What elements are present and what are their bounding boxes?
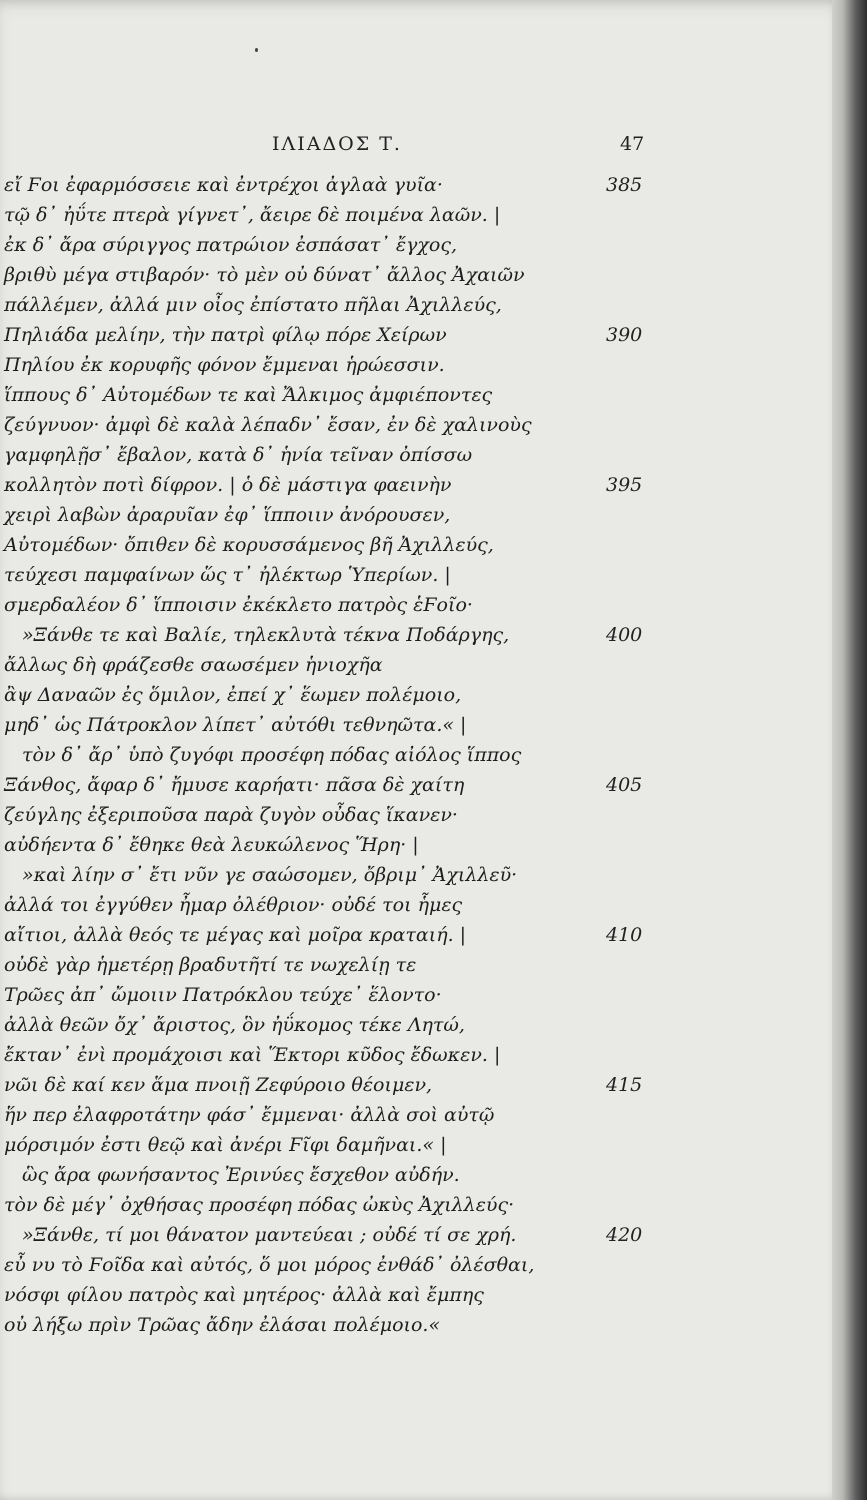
verse-text: οὐδὲ γὰρ ἡμετέρῃ βραδυτῆτί τε νωχελίῃ τε bbox=[4, 954, 417, 976]
verse-text: γαμφηλῇσ᾽ ἔβαλον, κατὰ δ᾽ ἡνία τεῖναν ὀπίσσω bbox=[4, 444, 473, 466]
line-number: 405 bbox=[606, 774, 643, 796]
verse-text: ζεύγλης ἐξεριποῦσα παρὰ ζυγὸν οὖδας ἵκανεν· bbox=[4, 804, 458, 826]
verse-line bbox=[0, 1280, 842, 1310]
verse-text: Αὐτομέδων· ὄπιθεν δὲ κορυσσάμενος βῆ Ἀχιλλεύς, bbox=[4, 534, 494, 556]
verse-text: μόρσιμόν ἐστι θεῷ καὶ ἀνέρι Ϝῖφι δαμῆναι.« | bbox=[4, 1134, 447, 1156]
verse-list bbox=[0, 170, 842, 1340]
verse-text: ἥν περ ἐλαφροτάτην φάσ᾽ ἔμμεναι· ἀλλὰ σοὶ αὐτῷ bbox=[4, 1104, 495, 1126]
verse-text: ἔκταν᾽ ἐνὶ προμάχοισι καὶ Ἕκτορι κῦδος ἔδωκεν. | bbox=[4, 1044, 501, 1066]
verse-line bbox=[0, 1250, 842, 1280]
verse-line bbox=[0, 860, 842, 890]
verse-text: ἐκ δ᾽ ἄρα σύριγγος πατρώιον ἐσπάσατ᾽ ἔγχος, bbox=[4, 234, 458, 256]
verse-line bbox=[0, 1160, 842, 1190]
verse-text: κολλητὸν ποτὶ δίφρον. | ὁ δὲ μάστιγα φαεινὴν bbox=[4, 474, 452, 496]
line-number: 420 bbox=[606, 1224, 643, 1246]
verse-line bbox=[0, 170, 842, 200]
verse-text: Ξάνθος, ἄφαρ δ᾽ ἤμυσε καρήατι· πᾶσα δὲ χαίτη bbox=[4, 774, 465, 796]
verse-text: ζεύγνυον· ἀμφὶ δὲ καλὰ λέπαδν᾽ ἔσαν, ἐν δὲ χαλινοὺς bbox=[4, 414, 532, 436]
line-number: 400 bbox=[606, 624, 643, 646]
verse-text: Πηλίου ἐκ κορυφῆς φόνον ἔμμεναι ἡρώεσσιν. bbox=[4, 354, 445, 376]
verse-line bbox=[0, 1190, 842, 1220]
verse-line bbox=[0, 950, 842, 980]
verse-line bbox=[0, 1010, 842, 1040]
verse-line bbox=[0, 530, 842, 560]
verse-line bbox=[0, 290, 842, 320]
verse-text: οὐ λήξω πρὶν Τρῶας ἄδην ἐλάσαι πολέμοιο.« bbox=[4, 1314, 441, 1336]
verse-text: ἀλλὰ θεῶν ὄχ᾽ ἄριστος, ὃν ἠΰκομος τέκε Λητώ, bbox=[4, 1014, 465, 1036]
verse-line bbox=[0, 770, 842, 800]
verse-text: νῶι δὲ καί κεν ἅμα πνοιῇ Ζεφύροιο θέοιμεν, bbox=[4, 1074, 433, 1096]
verse-line bbox=[0, 1310, 842, 1340]
verse-text: τὸν δ᾽ ἄρ᾽ ὑπὸ ζυγόφι προσέφη πόδας αἰόλος ἵππος bbox=[22, 744, 522, 766]
line-number: 385 bbox=[606, 174, 643, 196]
verse-text: εἴ Ϝοι ἐφαρμόσσειε καὶ ἐντρέχοι ἀγλαὰ γυῖα· bbox=[4, 174, 443, 196]
line-number: 410 bbox=[606, 924, 643, 946]
verse-text: τεύχεσι παμφαίνων ὥς τ᾽ ἠλέκτωρ Ὑπερίων. | bbox=[4, 564, 451, 586]
verse-text: χειρὶ λαβὼν ἀραρυῖαν ἐφ᾽ ἵπποιιν ἀνόρουσεν, bbox=[4, 504, 451, 526]
verse-line bbox=[0, 980, 842, 1010]
verse-text: »καὶ λίην σ᾽ ἔτι νῦν γε σαώσομεν, ὄβριμ᾽ Ἀχιλλεῦ· bbox=[22, 864, 518, 886]
verse-line bbox=[0, 650, 842, 680]
verse-line bbox=[0, 740, 842, 770]
page-edge bbox=[832, 0, 867, 1500]
verse-line bbox=[0, 350, 842, 380]
verse-line bbox=[0, 410, 842, 440]
verse-line bbox=[0, 830, 842, 860]
verse-text: ὣς ἄρα φωνήσαντος Ἐρινύες ἔσχεθον αὐδήν. bbox=[22, 1164, 460, 1186]
verse-line bbox=[0, 320, 842, 350]
verse-text: Τρῶες ἀπ᾽ ὤμοιιν Πατρόκλου τεύχε᾽ ἕλοντο· bbox=[4, 984, 442, 1006]
verse-line bbox=[0, 440, 842, 470]
page-header bbox=[0, 133, 842, 163]
verse-line bbox=[0, 1220, 842, 1250]
verse-line bbox=[0, 1040, 842, 1070]
verse-text: ἂψ Δαναῶν ἐς ὅμιλον, ἐπεί χ᾽ ἕωμεν πολέμοιο, bbox=[4, 684, 462, 706]
verse-line bbox=[0, 1100, 842, 1130]
verse-line bbox=[0, 620, 842, 650]
line-number: 415 bbox=[606, 1074, 643, 1096]
verse-text: τῷ δ᾽ ἠΰτε πτερὰ γίγνετ᾽, ἄειρε δὲ ποιμένα λαῶν. | bbox=[4, 204, 501, 226]
verse-text: αὐδήεντα δ᾽ ἔθηκε θεὰ λευκώλενος Ἥρη· | bbox=[4, 834, 419, 856]
ink-speck bbox=[255, 48, 258, 52]
verse-text: βριθὺ μέγα στιβαρόν· τὸ μὲν οὐ δύνατ᾽ ἄλλος Ἀχαιῶν bbox=[4, 264, 525, 286]
verse-line bbox=[0, 1130, 842, 1160]
verse-line bbox=[0, 1070, 842, 1100]
verse-text: σμερδαλέον δ᾽ ἵπποισιν ἐκέκλετο πατρὸς ἑϜοῖο· bbox=[4, 594, 473, 616]
verse-text: νόσφι φίλου πατρὸς καὶ μητέρος· ἀλλὰ καὶ ἔμπης bbox=[4, 1284, 484, 1306]
verse-line bbox=[0, 200, 842, 230]
verse-text: »Ξάνθε, τί μοι θάνατον μαντεύεαι ; οὐδέ τί σε χρή. bbox=[22, 1224, 517, 1246]
verse-line bbox=[0, 890, 842, 920]
line-number: 395 bbox=[606, 474, 643, 496]
verse-text: ἀλλά τοι ἐγγύθεν ἦμαρ ὀλέθριον· οὐδέ τοι ἧμες bbox=[4, 894, 463, 916]
verse-text: τὸν δὲ μέγ᾽ ὀχθήσας προσέφη πόδας ὠκὺς Ἀχιλλεύς· bbox=[4, 1194, 515, 1216]
verse-text: Πηλιάδα μελίην, τὴν πατρὶ φίλῳ πόρε Χείρων bbox=[4, 324, 447, 346]
running-title: ΙΛΙΑΔΟΣ Τ. bbox=[272, 133, 402, 155]
verse-line bbox=[0, 260, 842, 290]
verse-line bbox=[0, 230, 842, 260]
verse-line bbox=[0, 470, 842, 500]
verse-line bbox=[0, 380, 842, 410]
verse-line bbox=[0, 800, 842, 830]
verse-text: »Ξάνθε τε καὶ Βαλίε, τηλεκλυτὰ τέκνα Ποδάργης, bbox=[22, 624, 510, 646]
line-number: 390 bbox=[606, 324, 643, 346]
verse-line bbox=[0, 920, 842, 950]
verse-text: πάλλέμεν, ἀλλά μιν οἶος ἐπίστατο πῆλαι Ἀχιλλεύς, bbox=[4, 294, 502, 316]
verse-line bbox=[0, 680, 842, 710]
verse-line bbox=[0, 590, 842, 620]
verse-text: ἄλλως δὴ φράζεσθε σαωσέμεν ἡνιοχῆα bbox=[4, 654, 383, 676]
verse-line bbox=[0, 710, 842, 740]
verse-text: εὖ νυ τὸ Ϝοῖδα καὶ αὐτός, ὅ μοι μόρος ἐνθάδ᾽ ὀλέσθαι, bbox=[4, 1254, 535, 1276]
verse-text: ἵππους δ᾽ Αὐτομέδων τε καὶ Ἄλκιμος ἀμφιέποντες bbox=[4, 384, 493, 406]
verse-line bbox=[0, 560, 842, 590]
page-number: 47 bbox=[620, 133, 645, 155]
verse-line bbox=[0, 500, 842, 530]
verse-text: μηδ᾽ ὡς Πάτροκλον λίπετ᾽ αὐτόθι τεθνηῶτα.« | bbox=[4, 714, 467, 736]
verse-text: αἴτιοι, ἀλλὰ θεός τε μέγας καὶ μοῖρα κραταιή. | bbox=[4, 924, 467, 946]
